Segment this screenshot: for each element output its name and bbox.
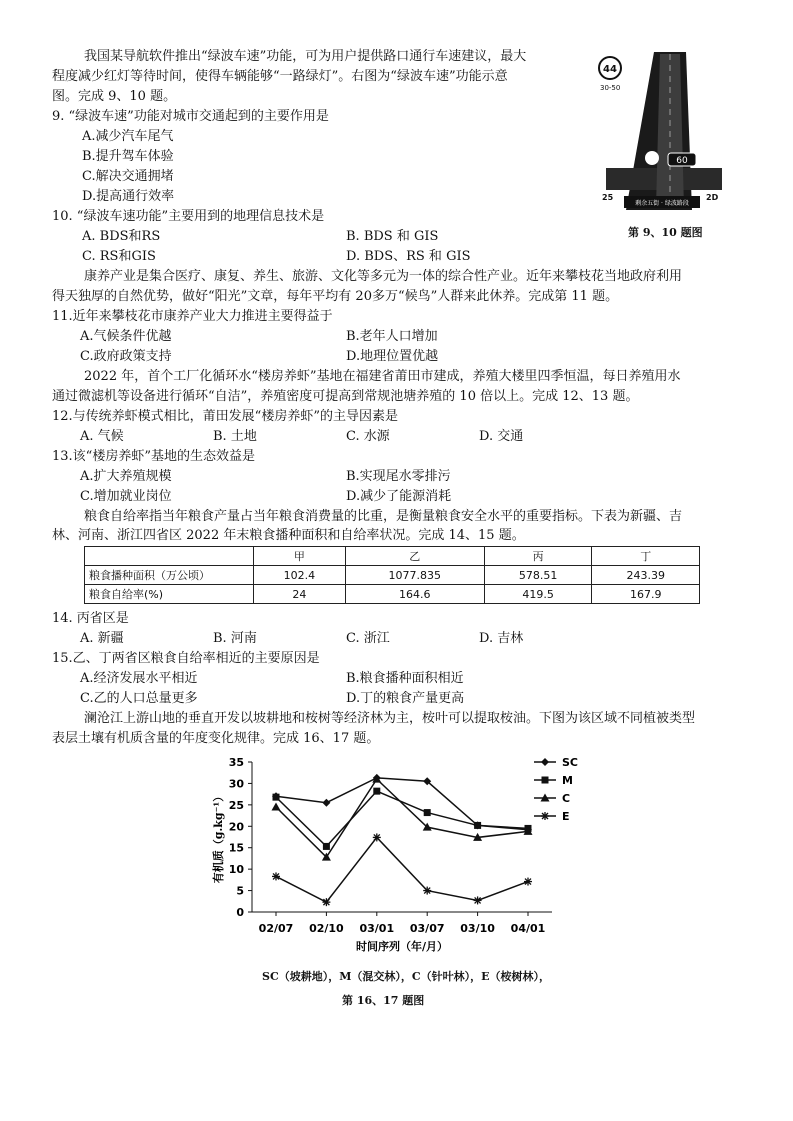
point-e xyxy=(474,896,482,904)
green-wave-figure xyxy=(596,50,726,220)
x-tick-label: 02/10 xyxy=(309,922,344,935)
x-tick-label: 03/07 xyxy=(409,922,445,935)
q15-option-a: A.经济发展水平相近 xyxy=(80,671,198,686)
table-cell: 1077.835 xyxy=(345,566,484,585)
q12-option-c: C. 水源 xyxy=(346,429,390,444)
intro-9-10-line2: 程度减少红灯等待时间，使得车辆能够“一路绿灯”。右图为“绿波车速”功能示意 xyxy=(52,69,508,84)
q12-option-d: D. 交通 xyxy=(479,429,524,444)
table-header-cell: 丁 xyxy=(592,547,700,566)
q12-option-b: B. 土地 xyxy=(213,429,257,444)
series-line-e xyxy=(276,837,528,902)
y-tick-label: 35 xyxy=(228,756,244,769)
y-tick-label: 10 xyxy=(228,863,244,877)
table-cell: 243.39 xyxy=(592,566,700,585)
q9-option-c: C.解决交通拥堵 xyxy=(82,169,174,184)
q9-option-a: A.减少汽车尾气 xyxy=(82,129,174,144)
legend-label-m: M xyxy=(562,774,573,787)
point-m xyxy=(373,788,380,795)
q9-option-b: B.提升驾车体验 xyxy=(82,149,174,164)
speed-badge-text: 60 xyxy=(676,156,688,166)
table-cell: 419.5 xyxy=(484,585,592,604)
table-row xyxy=(85,566,700,585)
grain-table xyxy=(84,546,700,604)
intro-12-13-line2: 通过微滤机等设备进行循环“自洁”，养殖密度可提高到常规池塘养殖的 10 倍以上。完成 12、13 题。 xyxy=(52,389,639,404)
q10-option-b: B. BDS 和 GIS xyxy=(346,229,439,244)
y-tick-label: 5 xyxy=(236,884,244,898)
x-tick-label: 02/07 xyxy=(258,922,294,935)
intro-14-15-line2: 林、河南、浙江四省区 2022 年末粮食播种面积和自给率状况。完成 14、15 题。 xyxy=(52,528,525,543)
q15-option-c: C.乙的人口总量更多 xyxy=(80,691,198,706)
fig-9-10-caption: 第 9、10 题图 xyxy=(628,226,703,239)
chart-note: SC（坡耕地），M（混交林），C（针叶林），E（桉树林）， xyxy=(262,970,551,983)
x-tick-label: 03/01 xyxy=(359,922,395,935)
q13-option-d: D.减少了能源消耗 xyxy=(346,489,452,504)
intro-11-line2: 得天独厚的自然优势，做好“阳光”文章，每年平均有 20多万“候鸟”人群来此休养。完成第 11 题。 xyxy=(52,289,619,304)
organic-matter-chart xyxy=(200,748,600,963)
q14-stem: 14. 丙省区是 xyxy=(52,611,129,626)
point-m xyxy=(424,809,431,816)
bottom-right-text: 2D xyxy=(706,193,719,202)
q13-option-c: C.增加就业岗位 xyxy=(80,489,172,504)
q12-stem: 12.与传统养虾模式相比，莆田发展“楼房养虾”的主导因素是 xyxy=(52,409,398,424)
speed-limit-text: 44 xyxy=(603,64,617,75)
x-tick-label: 04/01 xyxy=(510,922,546,935)
intro-9-10-line1: 我国某导航软件推出“绿波车速”功能，可为用户提供路口通行车速建议，最大 xyxy=(84,49,527,64)
q13-stem: 13.该“楼房养虾”基地的生态效益是 xyxy=(52,449,255,464)
intro-11-line1: 康养产业是集合医疗、康复、养生、旅游、文化等多元为一体的综合性产业。近年来攀枝花当地政府利用 xyxy=(84,269,683,284)
intro-16-17-line1: 澜沧江上游山地的垂直开发以坡耕地和桉树等经济林为主，桉叶可以提取桉油。下图为该区域不同植被类型 xyxy=(84,711,696,726)
point-m xyxy=(474,822,481,829)
intro-9-10-line3: 图。完成 9、10 题。 xyxy=(52,89,177,104)
q14-option-d: D. 吉林 xyxy=(479,631,524,646)
table-row xyxy=(85,585,700,604)
legend-label-sc: SC xyxy=(562,756,578,769)
table-cell: 578.51 xyxy=(484,566,592,585)
series-line-c xyxy=(276,779,528,857)
bottom-left-text: 25 xyxy=(602,193,614,202)
q13-option-b: B.实现尾水零排污 xyxy=(346,469,451,484)
q10-stem: 10. “绿波车速功能”主要用到的地理信息技术是 xyxy=(52,209,325,224)
q11-option-a: A.气候条件优越 xyxy=(80,329,172,344)
q12-option-a: A. 气候 xyxy=(80,429,124,444)
table-cell: 粮食自给率(%) xyxy=(85,585,254,604)
y-tick-label: 0 xyxy=(236,906,244,919)
table-cell: 粮食播种面积（万公顷） xyxy=(85,566,254,585)
q10-option-d: D. BDS、RS 和 GIS xyxy=(346,249,471,264)
q13-option-a: A.扩大养殖规模 xyxy=(80,469,172,484)
intro-16-17-line2: 表层土壤有机质含量的年度变化规律。完成 16、17 题。 xyxy=(52,731,380,746)
point-m xyxy=(273,794,280,801)
legend-label-c: C xyxy=(562,792,571,805)
point-e xyxy=(322,898,330,906)
q11-option-b: B.老年人口增加 xyxy=(346,329,438,344)
table-cell: 164.6 xyxy=(345,585,484,604)
point-m xyxy=(323,843,330,850)
q15-option-b: B.粮食播种面积相近 xyxy=(346,671,464,686)
point-e xyxy=(373,833,381,841)
intro-12-13-line1: 2022 年，首个工厂化循环水“楼房养虾”基地在福建省莆田市建成，养殖大楼里四季恒温，每日养殖用水 xyxy=(84,369,681,384)
point-e xyxy=(524,878,532,886)
table-header-cell xyxy=(85,547,254,566)
q15-option-d: D.丁的粮食产量更高 xyxy=(346,691,465,706)
route-bar-text: 剩余五街 · 绿波路段 xyxy=(635,200,689,207)
y-tick-label: 25 xyxy=(228,798,244,812)
point-e xyxy=(423,887,431,895)
q9-stem: 9. “绿波车速”功能对城市交通起到的主要作用是 xyxy=(52,109,329,124)
series-line-m xyxy=(276,791,528,846)
intro-14-15-line1: 粮食自给率指当年粮食产量占当年粮食消费量的比重，是衡量粮食安全水平的重要指标。下表为新疆、吉 xyxy=(84,509,683,524)
y-tick-label: 20 xyxy=(228,820,244,834)
point-e xyxy=(272,872,280,880)
q14-option-b: B. 河南 xyxy=(213,631,257,646)
q11-option-d: D.地理位置优越 xyxy=(346,349,439,364)
point-c xyxy=(272,803,281,811)
table-header-cell: 丙 xyxy=(484,547,592,566)
q14-option-a: A. 新疆 xyxy=(80,631,124,646)
y-tick-label: 15 xyxy=(228,841,244,855)
q14-option-c: C. 浙江 xyxy=(346,631,390,646)
speed-range-text: 30-50 xyxy=(600,84,621,92)
chart-caption: 第 16、17 题图 xyxy=(342,994,425,1007)
q11-stem: 11.近年来攀枝花市康养产业大力推进主要得益于 xyxy=(52,309,333,324)
table-header-cell: 甲 xyxy=(254,547,346,566)
legend-label-e: E xyxy=(562,810,570,823)
q11-option-c: C.政府政策支持 xyxy=(80,349,172,364)
x-axis-label: 时间序列（年/月） xyxy=(355,940,449,953)
y-tick-label: 30 xyxy=(228,777,244,791)
q9-option-d: D.提高通行效率 xyxy=(82,189,175,204)
point-sc xyxy=(322,799,330,807)
table-header-row xyxy=(85,547,700,566)
x-tick-label: 03/10 xyxy=(460,922,495,935)
table-cell: 167.9 xyxy=(592,585,700,604)
q10-option-c: C. RS和GIS xyxy=(82,249,156,264)
y-axis-label: 有机质（g.kg⁻¹） xyxy=(212,790,225,884)
legend-marker-e xyxy=(541,812,549,820)
table-cell: 102.4 xyxy=(254,566,346,585)
table-header-cell: 乙 xyxy=(345,547,484,566)
legend-marker-sc xyxy=(541,758,549,766)
legend-marker-m xyxy=(542,777,549,784)
table-cell: 24 xyxy=(254,585,346,604)
q15-stem: 15.乙、丁两省区粮食自给率相近的主要原因是 xyxy=(52,651,320,666)
q10-option-a: A. BDS和RS xyxy=(82,229,161,244)
